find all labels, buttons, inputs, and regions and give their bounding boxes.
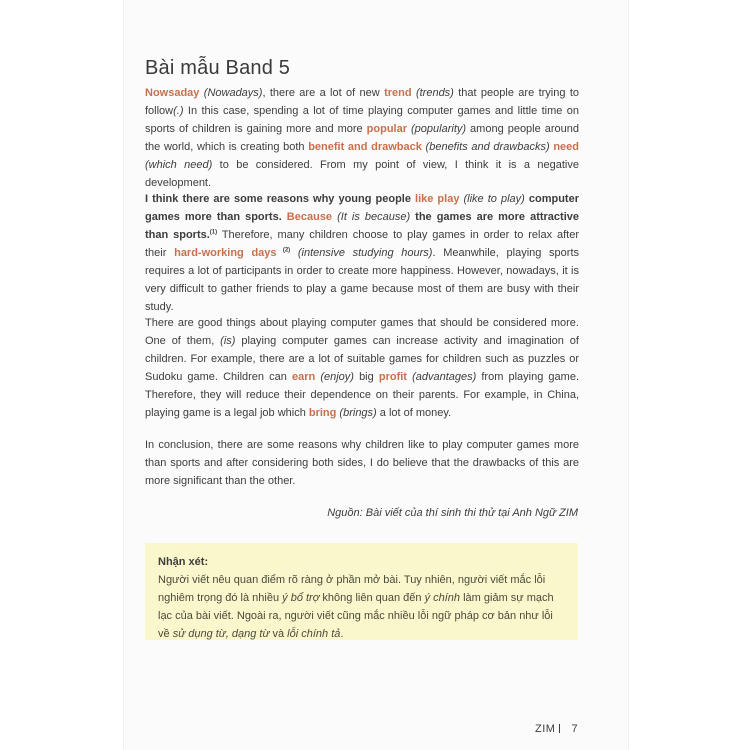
text: computer games more than sports.	[145, 193, 579, 223]
error-word: Nowsaday	[145, 87, 200, 99]
comment-box	[145, 543, 578, 640]
error-word: need	[553, 141, 580, 153]
correction: (advantages)	[406, 371, 477, 383]
error-word: benefit and drawback	[308, 141, 422, 153]
error-word: popular	[366, 123, 407, 135]
error-word: hard-working days	[174, 247, 277, 259]
paragraph-3	[145, 314, 579, 422]
text: playing computer games can increase activity and imagination of children. For example, there are a lot of suitable games for children such as puzzles or Sudoku game. Children can	[145, 335, 579, 383]
error-word: like play	[415, 193, 460, 205]
correction: (popularity)	[407, 123, 467, 135]
correction: (benefits and drawbacks)	[421, 141, 550, 153]
text: the games are more attractive than sports.	[145, 211, 579, 241]
page-number: 7	[571, 723, 579, 735]
emphasis: ý chính	[424, 592, 461, 604]
footnote-marker: (1)	[209, 229, 218, 236]
correction: (trends)	[411, 87, 454, 99]
footer-divider	[559, 724, 560, 733]
text: In this case, spending a lot of time playing computer games and little time on sports of children is gaining more and more	[145, 105, 579, 135]
text: không liên quan đến	[319, 592, 425, 604]
text: that people are trying to follow	[145, 87, 579, 117]
text: .	[340, 628, 344, 640]
correction: (enjoy)	[315, 371, 354, 383]
footnote-marker: (2)	[276, 247, 291, 254]
error-word: bring	[308, 407, 337, 419]
correction: (intensive studying hours)	[290, 247, 433, 259]
comment-title: Nhận xét:	[158, 556, 209, 568]
text: và	[269, 628, 288, 640]
text: Therefore, many children choose to play games in order to relax after their	[145, 229, 579, 259]
error-word: profit	[378, 371, 407, 383]
error-word: trend	[384, 87, 412, 99]
paragraph-2	[145, 190, 579, 316]
text: . Meanwhile, playing sports requires a lot of participants in order to create more happiness. However, nowadays, it is very difficult to gather friends to play a game because most of them are busy with their study.	[145, 247, 580, 313]
page-title: Bài mẫu Band 5	[145, 57, 291, 80]
text: among people around the world, which is creating both	[145, 123, 580, 153]
footer-brand: ZIM	[535, 723, 556, 735]
correction: (Nowadays)	[199, 87, 263, 99]
page-footer	[535, 723, 578, 735]
text: , there are a lot of new	[262, 87, 385, 99]
correction: (like to play)	[459, 193, 525, 205]
correction: (is)	[220, 335, 236, 347]
emphasis: lỗi chính tả	[287, 628, 341, 640]
text: I think there are some reasons why young people	[145, 193, 416, 205]
correction: (brings)	[336, 407, 377, 419]
text: làm giảm sự mạch lạc của bài viết. Ngoài ra, người viết cũng mắc nhiều lỗi ngữ pháp cơ bản như lỗi về	[158, 592, 554, 640]
text: to be considered. From my point of view, I think it is a negative development.	[145, 159, 579, 189]
emphasis: sử dụng từ, dạng từ	[172, 628, 270, 640]
text: from playing game. Therefore, they will reduce their dependence on their parents. For example, in China, playing game is a legal job which	[145, 371, 580, 419]
text: a lot of money.	[376, 407, 452, 419]
text: Người viết nêu quan điểm rõ ràng ở phần mở bài. Tuy nhiên, người viết mắc lỗi nghiêm trọng đó là nhiều	[158, 574, 546, 604]
emphasis: ý bổ trợ	[282, 592, 320, 604]
paragraph-1	[145, 84, 579, 192]
paragraph-4: In conclusion, there are some reasons why children like to play computer games more than sports and after considering both sides, I do believe that the drawbacks of this are more significant than the other.	[145, 439, 579, 487]
text: big	[353, 371, 379, 383]
correction: (which need)	[145, 159, 213, 171]
source-citation: Nguồn: Bài viết của thí sinh thi thử tại Anh Ngữ ZIM	[327, 507, 578, 519]
error-word: earn	[291, 371, 316, 383]
correction: (.)	[173, 105, 184, 117]
text: There are good things about playing computer games that should be considered more. One of them,	[145, 317, 579, 347]
error-word: Because	[286, 211, 333, 223]
comment-text	[158, 571, 566, 643]
correction: (It is because)	[332, 211, 411, 223]
